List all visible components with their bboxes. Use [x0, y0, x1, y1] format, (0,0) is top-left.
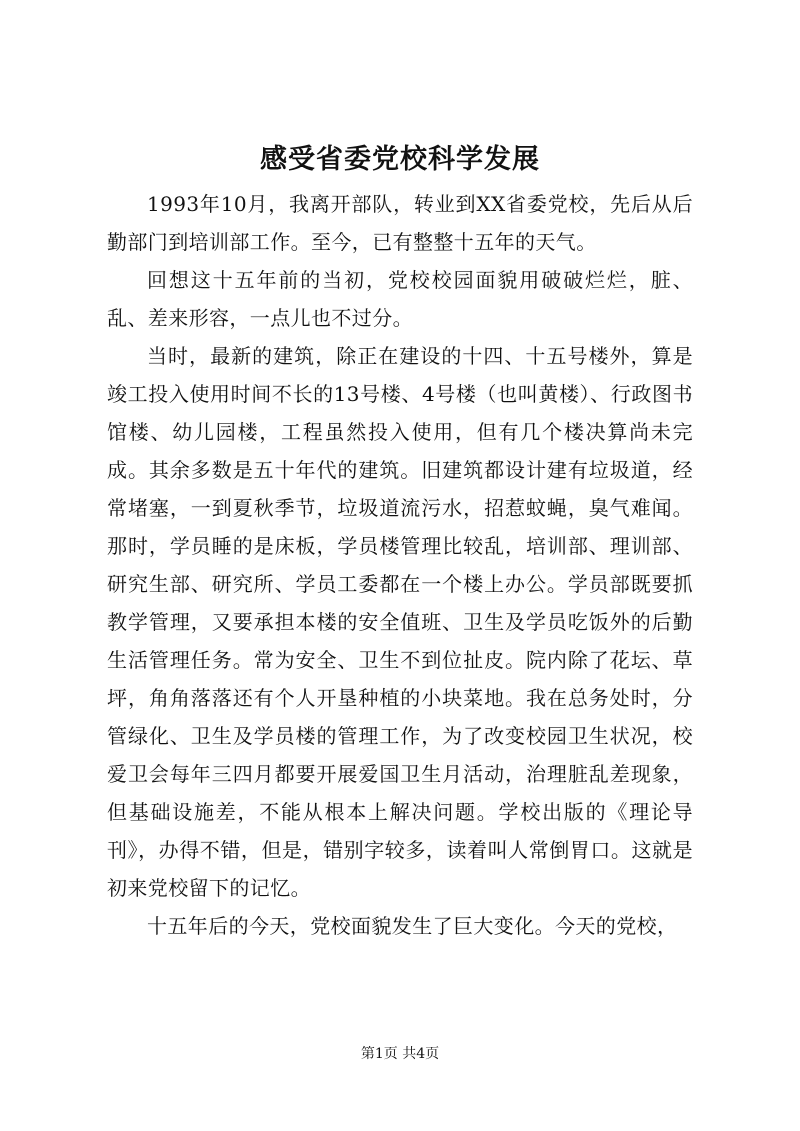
paragraph-3: 当时，最新的建筑，除正在建设的十四、十五号楼外，算是竣工投入使用时间不长的13号楼、4号楼（也叫黄楼）、行政图书馆楼、幼儿园楼，工程虽然投入使用，但有几个楼决算尚未完成。其余多数是五十年代的建筑。旧建筑都设计建有垃圾道，经常堵塞，一到夏秋季节，垃圾道流污水，招惹蚊蝇，臭气难闻。那时，学员睡的是床板，学员楼管理比较乱，培训部、理训部、研究生部、研究所、学员工委都在一个楼上办公。学员部既要抓教学管理，又要承担本楼的安全值班、卫生及学员吃饭外的后勤生活管理任务。常为安全、卫生不到位扯皮。院内除了花坛、草坪，角角落落还有个人开垦种植的小块菜地。我在总务处时，分管绿化、卫生及学员楼的管理工作，为了改变校园卫生状况，校爱卫会每年三四月都要开展爱国卫生月活动，治理脏乱差现象，但基础设施差，不能从根本上解决问题。学校出版的《理论导刊》，办得不错，但是，错别字较多，读着叫人常倒胃口。这就是初来党校留下的记忆。	[107, 344, 693, 900]
document-body	[107, 185, 693, 945]
page-number-footer: 第1页 共4页	[360, 1046, 440, 1062]
paragraph-2: 回想这十五年前的当初，党校校园面貌用破破烂烂，脏、乱、差来形容，一点儿也不过分。	[107, 268, 693, 330]
paragraph-4: 十五年后的今天，党校面貌发生了巨大变化。今天的党校，	[147, 914, 678, 938]
document-title: 感受省委党校科学发展	[260, 144, 540, 175]
paragraph-1: 1993年10月，我离开部队，转业到XX省委党校，先后从后勤部门到培训部工作。至今，已有整整十五年的天气。	[107, 192, 693, 254]
